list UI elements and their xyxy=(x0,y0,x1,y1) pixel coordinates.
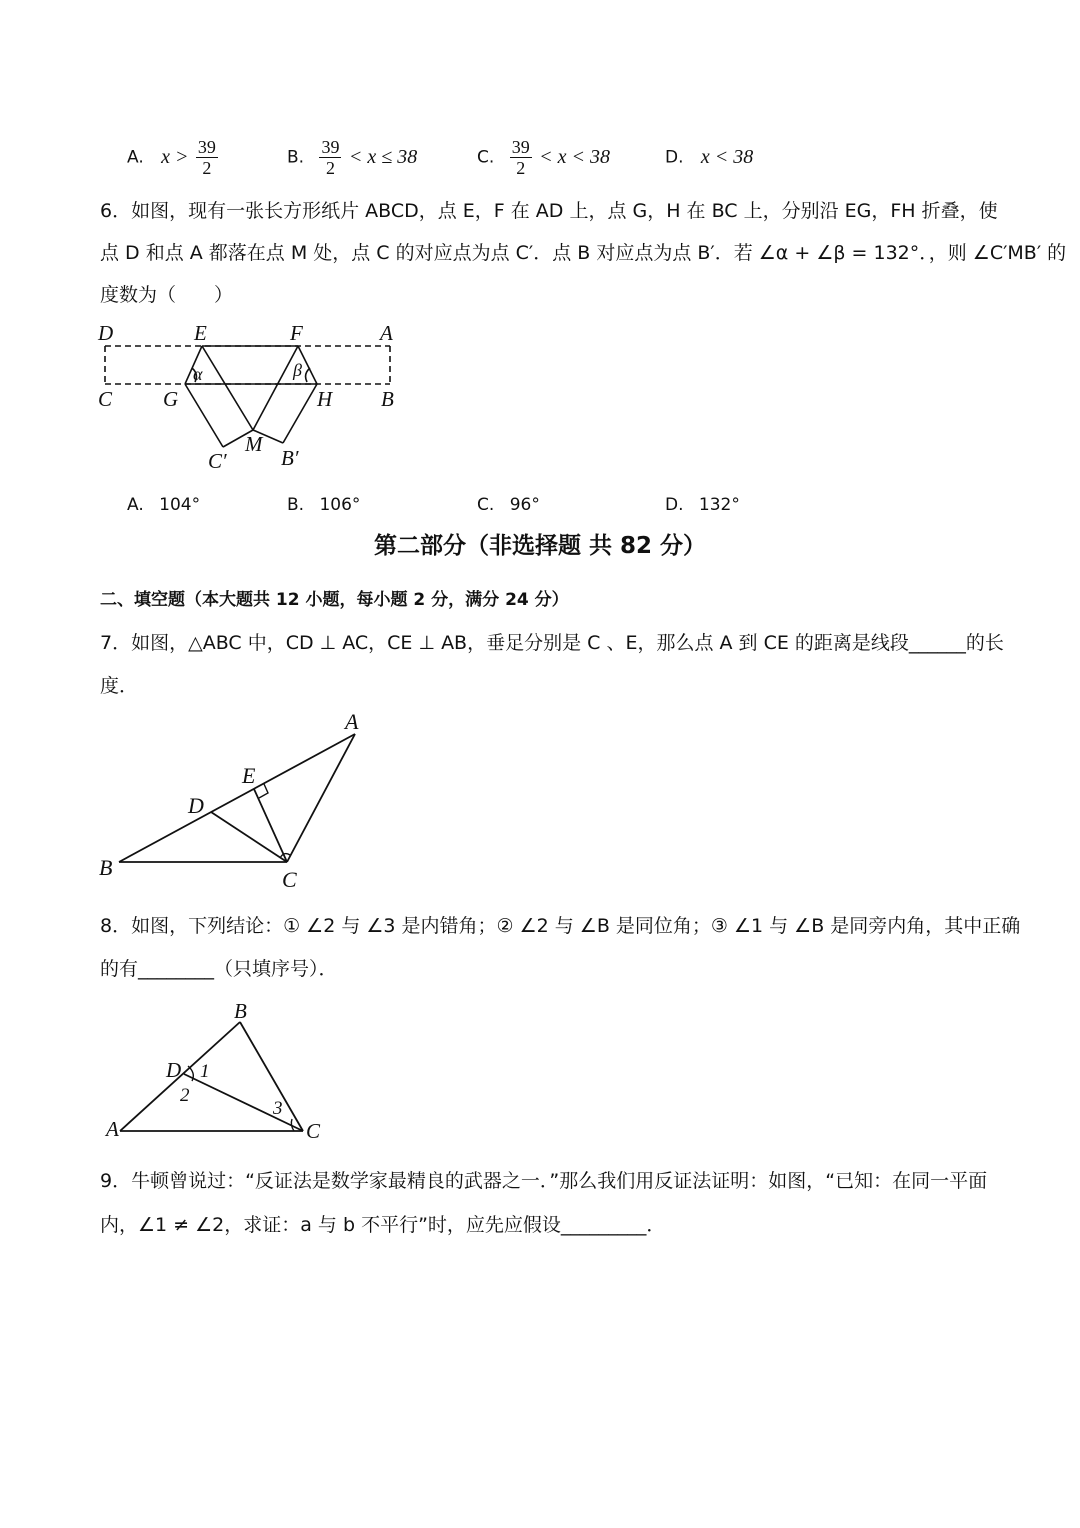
segment-bc xyxy=(240,1022,303,1131)
segment-gc-prime xyxy=(185,384,223,447)
segment-em xyxy=(202,346,253,430)
label-d: D xyxy=(98,321,114,345)
label-e: E xyxy=(242,763,256,788)
label-f: F xyxy=(290,321,303,345)
fill-section-heading: 二、填空题（本大题共 12 小题，每小题 2 分，满分 24 分） xyxy=(100,590,569,610)
angle-arc-c xyxy=(291,1119,294,1131)
label-b-prime: B′ xyxy=(281,446,299,470)
label-a: A xyxy=(380,321,393,345)
q6-text-line1: 6．如图，现有一张长方形纸片 ABCD，点 E，F 在 AD 上，点 G，H 在 BC 上，分别沿 EG，FH 折叠，使 xyxy=(100,200,998,222)
label-angle-1: 1 xyxy=(200,1061,210,1082)
q6-option-a[interactable]: A. 104° xyxy=(127,495,201,515)
label-d: D xyxy=(188,793,204,818)
q6-option-c[interactable]: C. 96° xyxy=(477,495,540,515)
label-a: A xyxy=(106,1117,119,1141)
q6-text-line2: 点 D 和点 A 都落在点 M 处，点 C 的对应点为点 C′．点 B 对应点为点 B′．若 ∠α + ∠β = 132°．，则 ∠C′MB′ 的 xyxy=(100,242,1067,264)
segment-ba xyxy=(119,734,355,862)
q6-figure xyxy=(95,318,415,478)
q8-text-line1: 8．如图，下列结论：① ∠2 与 ∠3 是内错角；② ∠2 与 ∠B 是同位角；③ ∠1 与 ∠B 是同旁内角，其中正确 xyxy=(100,915,1021,937)
label-d: D xyxy=(166,1058,182,1082)
q5-option-a[interactable]: A. x > $\frac{39}{2}$ xyxy=(127,137,216,178)
q6-option-b[interactable]: B. 106° xyxy=(287,495,361,515)
q6-text-line3: 度数为（ ） xyxy=(100,284,234,306)
segment-fm xyxy=(253,346,298,430)
q7-text-line2: 度． xyxy=(100,675,139,697)
label-h: H xyxy=(317,387,333,411)
q5-option-c[interactable]: C. $\frac{39}{2}$ < x < 38 xyxy=(477,137,610,178)
fraction: $\frac{39}{2}$ xyxy=(321,137,340,178)
q9-text-line1: 9．牛顿曾说过：“反证法是数学家最精良的武器之一．”那么我们用反证法证明：如图，“已知：在同一平面 xyxy=(100,1170,988,1192)
label-c-prime: C′ xyxy=(208,449,227,473)
segment-dc xyxy=(184,1074,303,1131)
q8-figure xyxy=(100,995,340,1145)
label-angle-2: 2 xyxy=(180,1085,190,1106)
label-b: B xyxy=(99,855,113,880)
label-b: B xyxy=(381,387,394,411)
label-angle-3: 3 xyxy=(273,1098,283,1119)
fraction: $\frac{39}{2}$ xyxy=(197,137,216,178)
label-c: C xyxy=(306,1119,321,1143)
label-b: B xyxy=(234,999,247,1023)
label-c: C xyxy=(282,867,297,892)
label-alpha: α xyxy=(193,364,203,384)
q6-option-d[interactable]: D. 132° xyxy=(665,495,740,515)
q5-option-b[interactable]: B. $\frac{39}{2}$ < x ≤ 38 xyxy=(287,137,418,178)
label-a: A xyxy=(345,709,359,734)
label-c: C xyxy=(98,387,113,411)
segment-hb-prime xyxy=(283,384,317,443)
q5-option-d[interactable]: D. x < 38 xyxy=(665,146,754,168)
q7-figure xyxy=(92,705,382,895)
q9-text-line2: 内，∠1 ≠ ∠2，求证：a 与 b 不平行”时，应先应假设_________． xyxy=(100,1214,666,1236)
label-m: M xyxy=(245,432,263,456)
q8-text-line2: 的有________（只填序号）． xyxy=(100,958,338,980)
part2-title: 第二部分（非选择题 共 82 分） xyxy=(373,533,707,559)
label-g: G xyxy=(163,387,179,411)
label-e: E xyxy=(194,321,207,345)
label-beta: β xyxy=(293,360,302,380)
fraction: $\frac{39}{2}$ xyxy=(511,137,530,178)
q7-text-line1: 7．如图，△ABC 中，CD ⊥ AC，CE ⊥ AB，垂足分别是 C 、E，那么点 A 到 CE 的距离是线段______的长 xyxy=(100,632,1004,654)
